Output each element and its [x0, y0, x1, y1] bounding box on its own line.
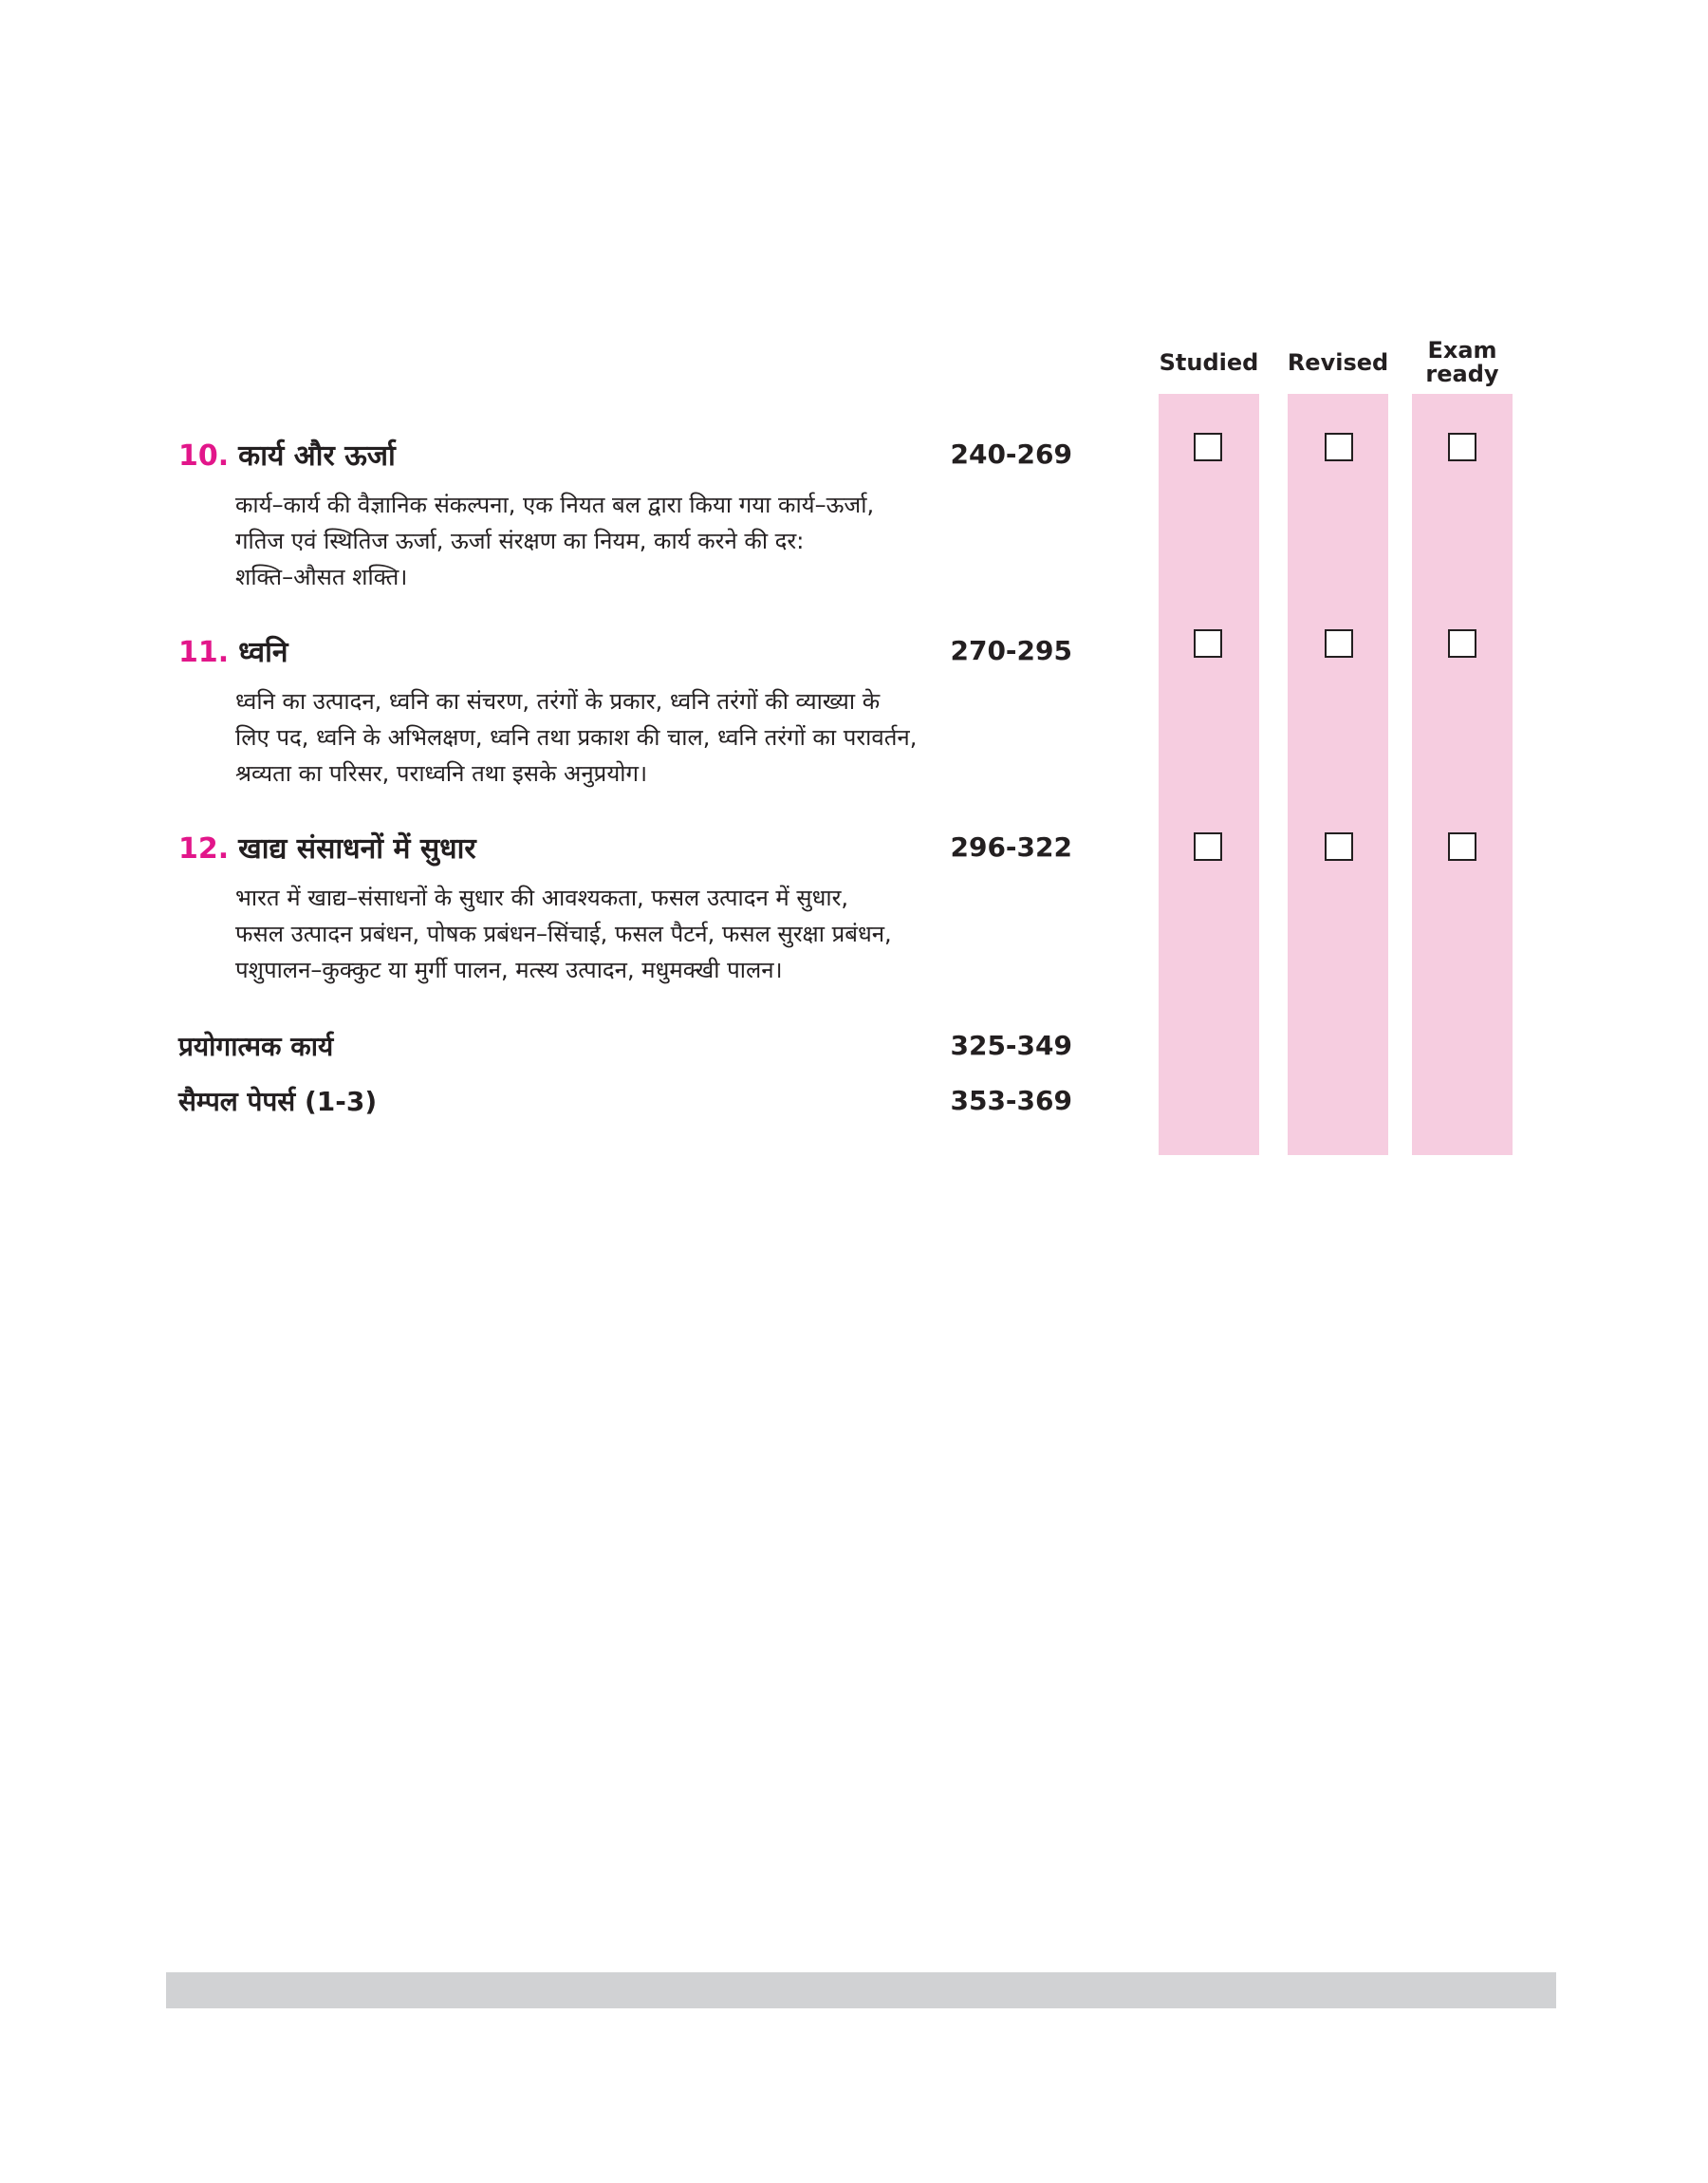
chapter-description: कार्य–कार्य की वैज्ञानिक संकल्पना, एक नियत बल द्वारा किया गया कार्य–ऊर्जा, गतिज एवं स्थितिज ऊर्जा, ऊर्जा संरक्षण का नियम, कार्य करने की दर: शक्ति–औसत शक्ति। [235, 492, 875, 590]
chapter-name: ध्वनि [238, 636, 288, 669]
sample-papers-title: सैम्पल पेपर्स (1-3) [178, 1086, 378, 1117]
studied-column [1159, 394, 1259, 1155]
studied-checkbox[interactable] [1194, 629, 1222, 658]
chapter-description: भारत में खाद्य–संसाधनों के सुधार की आवश्यकता, फसल उत्पादन में सुधार, फसल उत्पादन प्रबंधन, पोषक प्रबंधन–सिंचाई, फसल पैटर्न, फसल सुरक्षा प्रबंधन, पशुपालन–कुक्कुट या मुर्गी पालन, मत्स्य उत्पादन, मधुमक्खी पालन। [235, 885, 892, 983]
chapter-pages: 240-269 [950, 438, 1072, 470]
exam-ready-checkbox[interactable] [1448, 433, 1476, 461]
sample-papers-pages: 353-369 [950, 1085, 1072, 1116]
revised-checkbox[interactable] [1325, 433, 1353, 461]
exam-ready-checkbox[interactable] [1448, 629, 1476, 658]
chapter-title [178, 631, 288, 670]
chapter-number: 11. [178, 636, 230, 669]
studied-checkbox[interactable] [1194, 433, 1222, 461]
chapter-number: 12. [178, 832, 230, 866]
studied-checkbox[interactable] [1194, 832, 1222, 861]
chapter-description: ध्वनि का उत्पादन, ध्वनि का संचरण, तरंगों के प्रकार, ध्वनि तरंगों की व्याख्या के लिए पद, ध्वनि के अभिलक्षण, ध्वनि तथा प्रकाश की चाल, ध्वनि तरंगों का परावर्तन, श्रव्यता का परिसर, पराध्वनि तथा इसके अनुप्रयोग। [235, 688, 918, 787]
studied-header: Studied [1159, 349, 1259, 376]
exam-ready-checkbox[interactable] [1448, 832, 1476, 861]
chapter-number: 10. [178, 439, 230, 473]
revised-column [1288, 394, 1388, 1155]
chapter-name: खाद्य संसाधनों में सुधार [238, 832, 476, 866]
revised-checkbox[interactable] [1325, 629, 1353, 658]
footer-bar [166, 1972, 1556, 2008]
exam-ready-column [1412, 394, 1513, 1155]
revised-header: Revised [1287, 349, 1389, 376]
exam-ready-header: Exam ready [1425, 337, 1499, 387]
chapter-pages: 296-322 [950, 831, 1072, 863]
chapter-name: कार्य और ऊर्जा [238, 439, 396, 473]
practical-work-title: प्रयोगात्मक कार्य [178, 1031, 334, 1062]
chapter-pages: 270-295 [950, 635, 1072, 666]
revised-checkbox[interactable] [1325, 832, 1353, 861]
practical-work-pages: 325-349 [950, 1030, 1072, 1061]
chapter-title [178, 435, 396, 474]
chapter-title [178, 828, 476, 867]
